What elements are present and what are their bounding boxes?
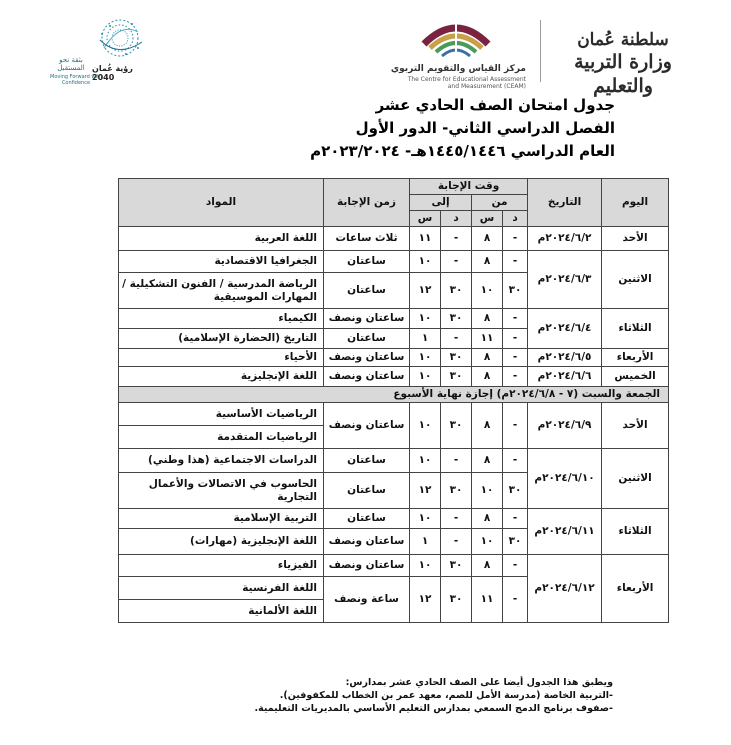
from-min-cell: ٣٠ — [503, 473, 528, 509]
oman-vision-2040-logo — [46, 18, 156, 86]
day-cell: الأربعاء — [602, 555, 669, 623]
from-min-cell: - — [503, 329, 528, 349]
to-hour-cell: ١٠ — [410, 449, 441, 473]
duration-cell: ساعتان — [324, 509, 410, 529]
from-min-cell: - — [503, 449, 528, 473]
to-hour-cell: ١ — [410, 329, 441, 349]
duration-cell: ساعتان — [324, 273, 410, 309]
from-min-cell: - — [503, 509, 528, 529]
subject-cell: الأحياء — [119, 349, 324, 367]
to-min-cell: - — [441, 251, 472, 273]
from-hour-cell: ٨ — [472, 555, 503, 577]
table-row — [119, 449, 669, 473]
header-date: التاريخ — [528, 179, 602, 227]
date-cell: ٢٠٢٤/٦/٣م — [528, 251, 602, 309]
weekend-note: الجمعة والسبت (٧ - ٢٠٢٤/٦/٨م) إجازة نهاية الأسبوع — [119, 387, 669, 403]
header-to: إلى — [410, 195, 472, 211]
title-year: العام الدراسي ١٤٤٥/١٤٤٦هـ- ٢٠٢٣/٢٠٢٤م — [310, 142, 615, 160]
duration-cell: ساعتان ونصف — [324, 349, 410, 367]
header-to-hour: س — [410, 211, 441, 227]
to-hour-cell: ١٠ — [410, 349, 441, 367]
from-min-cell: - — [503, 403, 528, 449]
header-day: اليوم — [602, 179, 669, 227]
from-min-cell: - — [503, 367, 528, 387]
date-cell: ٢٠٢٤/٦/١٢م — [528, 555, 602, 623]
table-row — [119, 309, 669, 329]
from-min-cell: - — [503, 251, 528, 273]
vision-tagline-ar: بثقة نحو المستقبل — [57, 56, 85, 72]
table-row — [119, 227, 669, 251]
duration-cell: ساعتان — [324, 329, 410, 349]
header-to-min: د — [441, 211, 472, 227]
date-cell: ٢٠٢٤/٦/٥م — [528, 349, 602, 367]
from-min-cell: - — [503, 555, 528, 577]
table-row — [119, 367, 669, 387]
to-hour-cell: ١٢ — [410, 473, 441, 509]
subject-cell: اللغة الفرنسية — [119, 577, 324, 600]
duration-cell: ساعتان — [324, 449, 410, 473]
ceam-name-en-line2: and Measurement (CEAM) — [447, 83, 526, 90]
date-cell: ٢٠٢٤/٦/٦م — [528, 367, 602, 387]
day-cell: الأحد — [602, 403, 669, 449]
to-min-cell: ٣٠ — [441, 473, 472, 509]
date-cell: ٢٠٢٤/٦/٩م — [528, 403, 602, 449]
to-hour-cell: ١٠ — [410, 309, 441, 329]
subject-cell: الكيمياء — [119, 309, 324, 329]
from-hour-cell: ١٠ — [472, 529, 503, 555]
duration-cell: ساعة ونصف — [324, 577, 410, 623]
subject-cell: الفيزياء — [119, 555, 324, 577]
subject-cell: اللغة الإنجليزية — [119, 367, 324, 387]
ministry-line2: وزارة التربية والتعليم — [574, 51, 672, 97]
from-hour-cell: ٨ — [472, 227, 503, 251]
from-hour-cell: ٨ — [472, 309, 503, 329]
vision-brand: رؤية عُمان 2040 — [92, 64, 133, 82]
header-from: من — [472, 195, 528, 211]
to-hour-cell: ١٠ — [410, 555, 441, 577]
day-cell: الاثنين — [602, 251, 669, 309]
to-min-cell: ٣٠ — [441, 577, 472, 623]
subject-cell: الرياضيات المتقدمة — [119, 426, 324, 449]
subject-cell: اللغة العربية — [119, 227, 324, 251]
to-min-cell: - — [441, 329, 472, 349]
ceam-emblem-icon — [416, 18, 496, 62]
to-min-cell: ٣٠ — [441, 555, 472, 577]
to-min-cell: ٣٠ — [441, 309, 472, 329]
to-min-cell: ٣٠ — [441, 403, 472, 449]
from-hour-cell: ١٠ — [472, 473, 503, 509]
note-line-1: ويطبق هذا الجدول أيضا على الصف الحادي عشر بمدارس: — [345, 677, 613, 688]
subject-cell: الرياضة المدرسية / الفنون التشكيلية / المهارات الموسيقية — [119, 273, 324, 309]
from-hour-cell: ٨ — [472, 251, 503, 273]
note-line-3: -صفوف برنامج الدمج السمعي بمدارس التعليم الأساسي بالمديريات التعليمية. — [254, 703, 613, 714]
from-min-cell: ٣٠ — [503, 529, 528, 555]
from-hour-cell: ١١ — [472, 577, 503, 623]
duration-cell: ساعتان — [324, 473, 410, 509]
schedule-notes — [53, 676, 613, 715]
to-hour-cell: ١١ — [410, 227, 441, 251]
ceam-name-en-line1: The Centre for Educational Assessment — [407, 76, 526, 83]
from-hour-cell: ٨ — [472, 449, 503, 473]
day-cell: الأحد — [602, 227, 669, 251]
duration-cell: ساعتان ونصف — [324, 309, 410, 329]
from-hour-cell: ٨ — [472, 349, 503, 367]
ministry-logo — [548, 30, 698, 97]
from-min-cell: - — [503, 349, 528, 367]
to-hour-cell: ١٠ — [410, 403, 441, 449]
table-row — [119, 403, 669, 426]
table-row — [119, 251, 669, 273]
to-min-cell: - — [441, 227, 472, 251]
to-min-cell: - — [441, 449, 472, 473]
duration-cell: ساعتان — [324, 251, 410, 273]
ceam-name-ar: مركز القياس والتقويم التربوي — [390, 64, 526, 74]
to-hour-cell: ١ — [410, 529, 441, 555]
from-hour-cell: ٨ — [472, 509, 503, 529]
vision-tagline-en: Moving Forward with Confidence — [50, 74, 102, 86]
duration-cell: ساعتان ونصف — [324, 529, 410, 555]
header-from-min: د — [503, 211, 528, 227]
day-cell: الاثنين — [602, 449, 669, 509]
date-cell: ٢٠٢٤/٦/٤م — [528, 309, 602, 349]
note-line-2: -التربية الخاصة (مدرسة الأمل للصم، معهد عمر بن الخطاب للمكفوفين). — [279, 690, 613, 701]
subject-cell: الرياضيات الأساسية — [119, 403, 324, 426]
from-min-cell: ٣٠ — [503, 273, 528, 309]
subject-cell: الجغرافيا الاقتصادية — [119, 251, 324, 273]
header-duration: زمن الإجابة — [324, 179, 410, 227]
duration-cell: ثلاث ساعات — [324, 227, 410, 251]
ceam-name-en — [408, 76, 526, 90]
from-min-cell: - — [503, 577, 528, 623]
title-main: جدول امتحان الصف الحادي عشر — [375, 96, 615, 114]
subject-cell: الحاسوب في الاتصالات والأعمال التجارية — [119, 473, 324, 509]
table-row — [119, 509, 669, 529]
table-row — [119, 555, 669, 577]
to-hour-cell: ١٠ — [410, 251, 441, 273]
table-row — [119, 349, 669, 367]
day-cell: الأربعاء — [602, 349, 669, 367]
exam-schedule-table — [118, 178, 669, 623]
weekend-row — [119, 387, 669, 403]
to-min-cell: - — [441, 529, 472, 555]
subject-cell: التربية الإسلامية — [119, 509, 324, 529]
ceam-logo — [386, 18, 526, 88]
to-min-cell: ٣٠ — [441, 273, 472, 309]
vision-swirl-icon — [90, 18, 150, 60]
subject-cell: الدراسات الاجتماعية (هذا وطني) — [119, 449, 324, 473]
day-cell: الثلاثاء — [602, 309, 669, 349]
header-from-hour: س — [472, 211, 503, 227]
date-cell: ٢٠٢٤/٦/٢م — [528, 227, 602, 251]
to-min-cell: ٣٠ — [441, 349, 472, 367]
header-answer-time: وقت الإجابة — [410, 179, 528, 195]
to-hour-cell: ١٢ — [410, 577, 441, 623]
duration-cell: ساعتان ونصف — [324, 555, 410, 577]
to-min-cell: ٣٠ — [441, 367, 472, 387]
to-min-cell: - — [441, 509, 472, 529]
subject-cell: اللغة الإنجليزية (مهارات) — [119, 529, 324, 555]
ministry-line1: سلطنة عُمان — [577, 30, 669, 50]
to-hour-cell: ١٢ — [410, 273, 441, 309]
header-divider — [540, 20, 541, 82]
to-hour-cell: ١٠ — [410, 509, 441, 529]
subject-cell: اللغة الألمانية — [119, 600, 324, 623]
from-min-cell: - — [503, 309, 528, 329]
date-cell: ٢٠٢٤/٦/١١م — [528, 509, 602, 555]
from-hour-cell: ١١ — [472, 329, 503, 349]
from-hour-cell: ١٠ — [472, 273, 503, 309]
date-cell: ٢٠٢٤/٦/١٠م — [528, 449, 602, 509]
duration-cell: ساعتان ونصف — [324, 403, 410, 449]
from-min-cell: - — [503, 227, 528, 251]
day-cell: الخميس — [602, 367, 669, 387]
duration-cell: ساعتان ونصف — [324, 367, 410, 387]
day-cell: الثلاثاء — [602, 509, 669, 555]
subject-cell: التاريخ (الحضارة الإسلامية) — [119, 329, 324, 349]
document-titles — [175, 94, 615, 163]
from-hour-cell: ٨ — [472, 367, 503, 387]
title-semester: الفصل الدراسي الثاني- الدور الأول — [355, 119, 615, 137]
from-hour-cell: ٨ — [472, 403, 503, 449]
header-subjects: المواد — [119, 179, 324, 227]
to-hour-cell: ١٠ — [410, 367, 441, 387]
